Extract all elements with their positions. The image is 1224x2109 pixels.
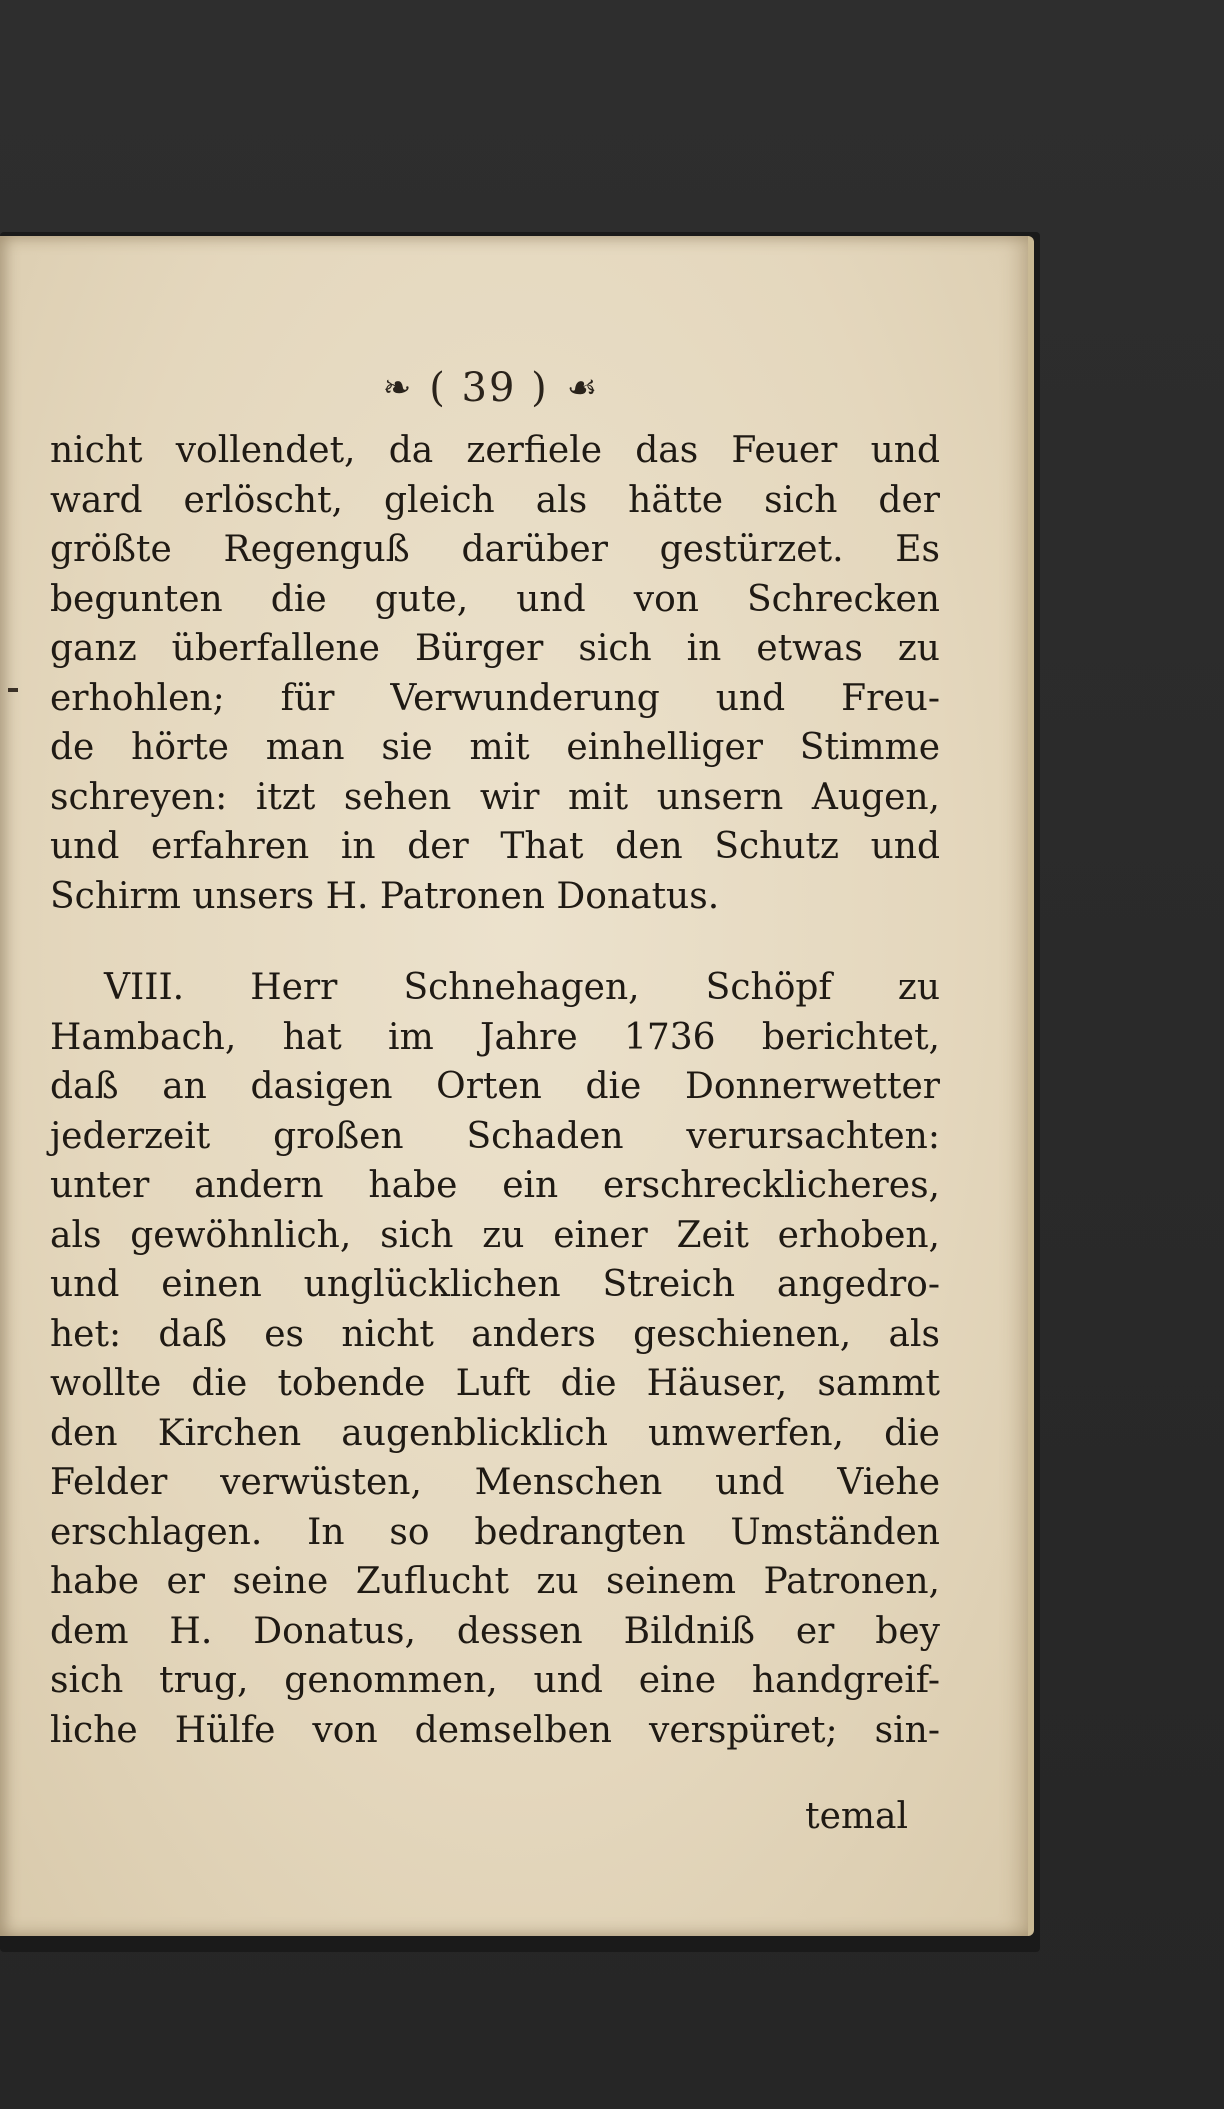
text-line: habe er seine Zuflucht zu seinem Patronen,	[50, 1561, 940, 1602]
text-line: liche Hülfe von demselben verspüret; sin-	[50, 1709, 940, 1751]
right-ornament-icon: ☙	[566, 368, 598, 408]
text-line: ward erlöscht, gleich als hätte sich der	[50, 479, 940, 521]
paragraph-gap	[50, 921, 940, 963]
text-line: het: daß es nicht anders geschienen, als	[50, 1313, 940, 1355]
book-page	[0, 236, 1034, 1936]
text-line: schreyen: itzt sehen wir mit unsern Augen,	[50, 776, 940, 818]
text-line: wollte die tobende Luft die Häuser, sammt	[50, 1363, 940, 1404]
page-edge-mark	[8, 688, 18, 692]
text-line: de hörte man sie mit einhelliger Stimme	[50, 727, 940, 768]
page-number: ( 39 )	[429, 365, 549, 411]
text-line: unter andern habe ein erschrecklicheres,	[50, 1165, 940, 1206]
left-ornament-icon: ❧	[382, 368, 412, 408]
text-line: und einen unglücklichen Streich angedro-	[50, 1264, 940, 1305]
page-header	[320, 360, 660, 416]
paragraph-2	[50, 963, 940, 1755]
text-line: nicht vollendet, da zerfiele das Feuer und	[50, 430, 940, 471]
paragraph-1	[50, 426, 940, 921]
text-line: erschlagen. In so bedrangten Umständen	[50, 1511, 940, 1553]
catchword: temal	[805, 1796, 908, 1837]
text-line: den Kirchen augenblicklich umwerfen, die	[50, 1412, 940, 1454]
text-line: VIII. Herr Schnehagen, Schöpf zu	[104, 967, 940, 1008]
text-line: als gewöhnlich, sich zu einer Zeit erhoben,	[50, 1214, 940, 1256]
text-line: größte Regenguß darüber gestürzet. Es	[50, 529, 940, 570]
text-line: Schirm unsers H. Patronen Donatus.	[50, 875, 720, 917]
text-line: dem H. Donatus, dessen Bildniß er bey	[50, 1610, 940, 1652]
body-text	[50, 426, 940, 1755]
text-line: ganz überfallene Bürger sich in etwas zu	[50, 628, 940, 669]
text-line: sich trug, genommen, und eine handgreif-	[50, 1660, 940, 1701]
text-line: Felder verwüsten, Menschen und Viehe	[50, 1462, 940, 1503]
text-line: begunten die gute, und von Schrecken	[50, 578, 940, 620]
text-line: Hambach, hat im Jahre 1736 berichtet,	[50, 1016, 940, 1058]
text-line: und erfahren in der That den Schutz und	[50, 826, 940, 867]
text-line: erhohlen; für Verwunderung und Freu-	[50, 677, 940, 719]
text-line: daß an dasigen Orten die Donnerwetter	[50, 1066, 940, 1107]
text-line: jederzeit großen Schaden verursachten:	[50, 1115, 940, 1157]
